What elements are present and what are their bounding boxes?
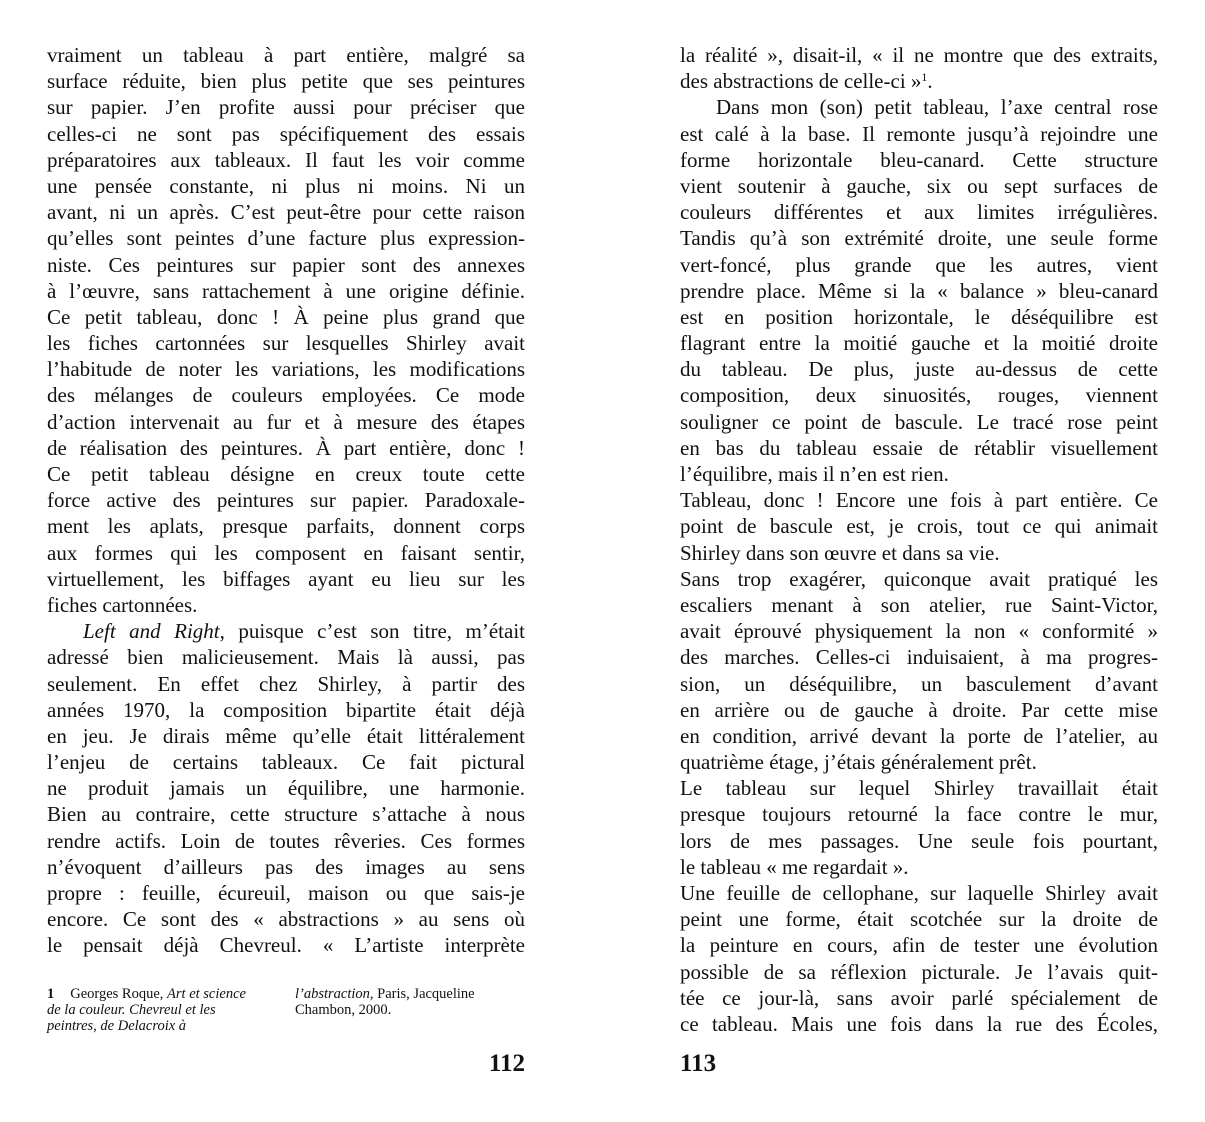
text-line: Shirley dans son œuvre et dans sa vie. <box>680 540 1000 565</box>
text-line: Tandis qu’à son extrémité droite, une seule forme <box>680 226 1158 251</box>
text-line: adressé bien malicieusement. Mais là aussi, pas <box>47 645 525 670</box>
text-line: préparatoires aux tableaux. Il faut les voir comme <box>47 147 525 172</box>
text-line: des marches. Celles-ci induisaient, à ma progres- <box>680 645 1158 670</box>
text-line: l’équilibre, mais il n’en est rien. <box>680 462 949 486</box>
text-line: en condition, arrivé devant la porte de l’atelier, au <box>680 723 1158 748</box>
text-line: Une feuille de cellophane, sur laquelle Shirley avait <box>680 881 1158 905</box>
paragraph <box>680 775 1158 880</box>
paragraph <box>680 880 1158 1037</box>
right-page-body <box>680 42 1158 1037</box>
text-line: force active des peintures sur papier. Paradoxale- <box>47 488 525 513</box>
text-line: escaliers menant à son atelier, rue Saint-Victor, <box>680 592 1158 617</box>
text-line: sur papier. J’en profite aussi pour préciser que <box>47 95 525 120</box>
paragraph <box>680 566 1158 776</box>
text-line: seulement. En effet chez Shirley, à partir des <box>47 671 525 696</box>
text-line: niste. Ces peintures sur papier sont des annexes <box>47 252 525 277</box>
footnote-column-2 <box>295 986 505 1018</box>
text-line: ne produit jamais un équilibre, une harmonie. <box>47 776 525 801</box>
text-line: surface réduite, bien plus petite que ses peintures <box>47 69 525 94</box>
text-line: la réalité », disait-il, « il ne montre que des extraits, <box>680 43 1158 67</box>
text-line: forme horizontale bleu-canard. Cette structure <box>680 147 1158 172</box>
text-line: peint une forme, était scotchée sur la droite de <box>680 907 1158 932</box>
text-line: aux formes qui les composent en faisant sentir, <box>47 540 525 565</box>
text-line: avait éprouvé physiquement la non « conformité » <box>680 619 1158 644</box>
text-line: Ce petit tableau, donc ! À peine plus grand que <box>47 304 525 329</box>
text-line: Dans mon (son) petit tableau, l’axe central rose <box>716 95 1158 120</box>
text-line: n’évoquent d’ailleurs pas des images au sens <box>47 854 525 879</box>
text-line: virtuellement, les biffages ayant eu lieu sur les <box>47 566 525 591</box>
text-line: vient soutenir à gauche, six ou sept surfaces de <box>680 173 1158 198</box>
text-line: point de bascule est, je crois, tout ce qui animait <box>680 514 1158 539</box>
text-line: fiches cartonnées. <box>47 592 198 617</box>
paragraph <box>680 94 1158 487</box>
footnote-author: Georges Roque, <box>70 986 168 1002</box>
text-line: Tableau, donc ! Encore une fois à part entière. Ce <box>680 488 1158 513</box>
footnote-number: 1 <box>47 986 55 1002</box>
text-line: Sans trop exagérer, quiconque avait pratiqué les <box>680 566 1158 591</box>
text-line: est calé à la base. Il remonte jusqu’à rejoindre une <box>680 121 1158 146</box>
text-line: avant, ni un après. C’est peut-être pour cette raison <box>47 200 525 225</box>
text-line: tée ce jour-là, sans avoir parlé spécialement de <box>680 985 1158 1010</box>
text-line: sion, un déséquilibre, un basculement d’avant <box>680 671 1158 696</box>
page-number-left: 112 <box>488 1050 525 1077</box>
text-line: est en position horizontale, le déséquilibre est <box>680 304 1158 329</box>
footnote-publisher: , Paris, Jacqueline Chambon, 2000. <box>295 986 475 1018</box>
text-line: celles-ci ne sont pas spécifiquement des essais <box>47 121 525 146</box>
text-line: ment les aplats, presque parfaits, donnent corps <box>47 514 525 539</box>
text-line: qu’elles sont peintes d’une facture plus expression- <box>47 226 525 251</box>
text-line: une pensée constante, ni plus ni moins. Ni un <box>47 173 525 198</box>
text-line: en jeu. Je dirais même qu’elle était littéralement <box>47 723 525 748</box>
paragraph <box>47 42 525 618</box>
text-line: des abstractions de celle-ci »$^1$. <box>680 69 933 94</box>
text-line: souligner ce point de bascule. Le tracé rose peint <box>680 409 1158 434</box>
paragraph <box>680 42 1158 94</box>
text-line: la peinture en cours, afin de tester une évolution <box>680 933 1158 958</box>
text-line: Ce petit tableau désigne en creux toute cette <box>47 462 525 486</box>
text-line: prendre place. Même si la « balance » bleu-canard <box>680 278 1158 303</box>
text-line: possible de sa réflexion picturale. Je l’avais quit- <box>680 959 1158 984</box>
footnote-column-1 <box>47 986 257 1034</box>
left-page-body <box>47 42 525 959</box>
text-line: en bas du tableau essaie de rétablir visuellement <box>680 435 1158 460</box>
text-line: propre : feuille, écureuil, maison ou que sais-je <box>47 881 525 905</box>
text-line: Bien au contraire, cette structure s’attache à nous <box>47 802 525 827</box>
text-line: le tableau « me regardait ». <box>680 854 909 879</box>
paragraph <box>47 618 525 958</box>
text-line: du tableau. De plus, juste au-dessus de cette <box>680 357 1158 382</box>
text-line: vert-foncé, plus grande que les autres, vient <box>680 252 1158 277</box>
text-line: le pensait déjà Chevreul. « L’artiste interprète <box>47 933 525 958</box>
paragraph <box>680 487 1158 566</box>
text-line: couleurs différentes et aux limites irrégulières. <box>680 200 1158 225</box>
text-line: rendre actifs. Loin de toutes rêveries. Ces formes <box>47 828 525 853</box>
text-line: quatrième étage, j’étais généralement prêt. <box>680 750 1037 775</box>
text-line: de réalisation des peintures. À part entière, donc ! <box>47 435 525 460</box>
page-number-right: 113 <box>680 1050 717 1077</box>
italic-title: Left and Right <box>83 619 220 644</box>
text-line: des mélanges de couleurs employées. Ce mode <box>47 383 525 408</box>
text-line: les fiches cartonnées sur lesquelles Shirley avait <box>47 331 525 356</box>
text-line: vraiment un tableau à part entière, malgré sa <box>47 43 525 67</box>
text-line: composition, deux sinuosités, rouges, viennent <box>680 383 1158 408</box>
text-line: années 1970, la composition bipartite était déjà <box>47 697 525 722</box>
text-line: en arrière ou de gauche à droite. Par cette mise <box>680 697 1158 722</box>
text-line: flagrant entre la moitié gauche et la moitié droite <box>680 331 1158 356</box>
text-line: ce tableau. Mais une fois dans la rue des Écoles, <box>680 1011 1158 1036</box>
footnote-title-part1: Art et science de la couleur. Chevreul et les peintres, de Delacroix à <box>47 986 246 1034</box>
text-line: encore. Ce sont des « abstractions » au sens où <box>47 907 525 932</box>
text-line: l’habitude de noter les variations, les modifications <box>47 357 525 382</box>
text-line: Le tableau sur lequel Shirley travaillait était <box>680 776 1158 801</box>
text-line: à l’œuvre, sans rattachement à une origine définie. <box>47 278 525 303</box>
text-line: d’action intervenait au fur et à mesure des étapes <box>47 409 525 434</box>
text-line: l’enjeu de certains tableaux. Ce fait pictural <box>47 750 525 775</box>
footnote-title-part2: l’abstraction <box>295 986 370 1002</box>
text-line: presque toujours retourné la face contre le mur, <box>680 802 1158 827</box>
text-line: lors de mes passages. Une seule fois pourtant, <box>680 828 1158 853</box>
footnote-ref: 1 <box>921 70 928 85</box>
text-line: Left and Right, puisque c’est son titre, m’était <box>83 619 525 644</box>
